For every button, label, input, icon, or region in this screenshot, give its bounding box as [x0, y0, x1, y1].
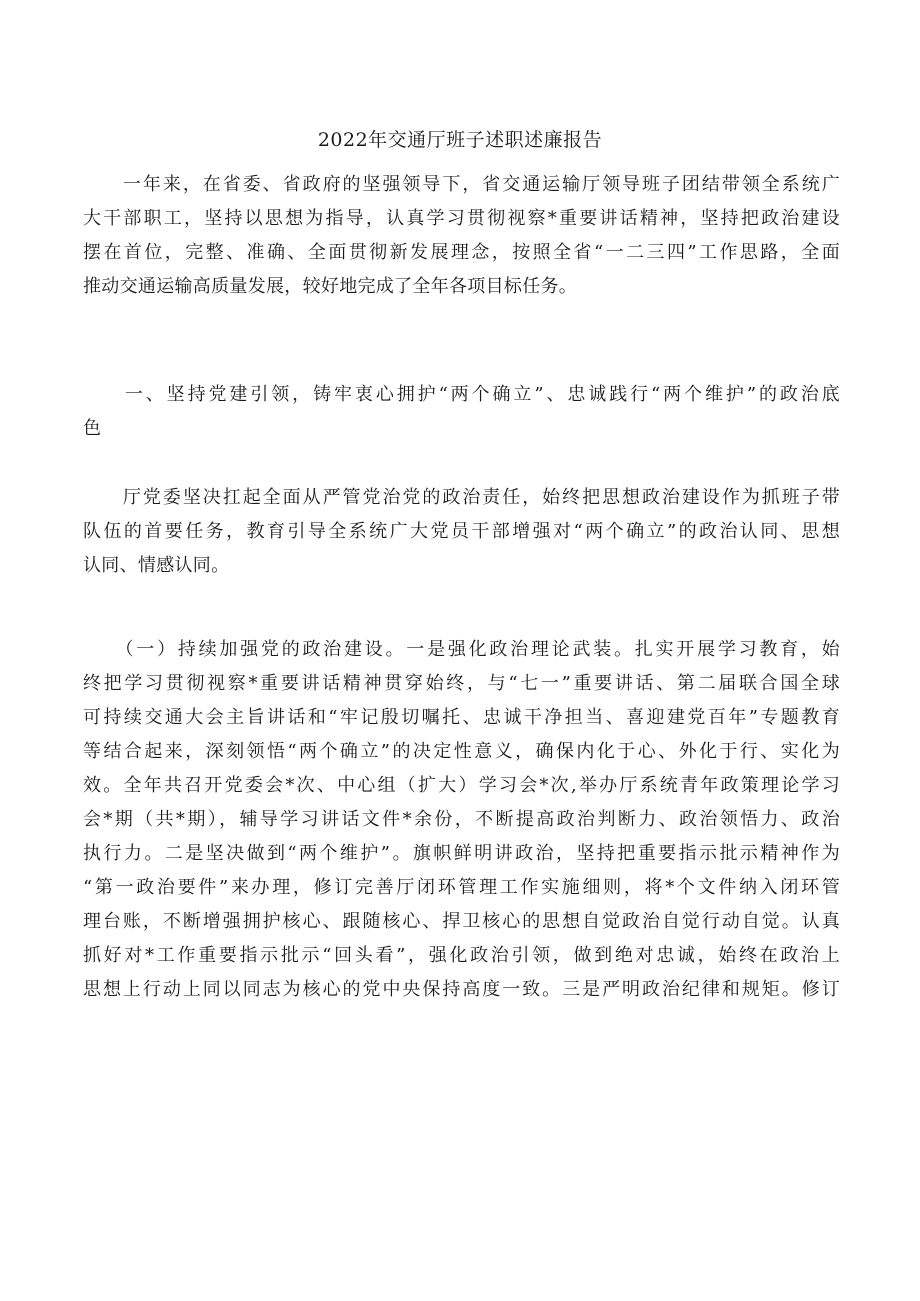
text-line: 可持续交通大会主旨讲话和“牢记殷切嘱托、忠诚干净担当、喜迎建党百年”专题教育 — [83, 707, 840, 728]
section-heading — [83, 378, 840, 446]
text-line: 会*期（共*期），辅导学习讲话文件*余份，不断提高政治判断力、政治领悟力、政治 — [83, 809, 840, 830]
text-line: 厅党委坚决扛起全面从严管党治党的政治责任，始终把思想政治建设作为抓班子带 — [83, 487, 840, 508]
text-line: 抓好对*工作重要指示批示“回头看”，强化政治引领，做到绝对忠诚，始终在政治上 — [83, 945, 840, 966]
text-line: 推动交通运输高质量发展，较好地完成了全年各项目标任务。 — [83, 276, 578, 297]
text-line: 思想上行动上同以同志为核心的党中央保持高度一致。三是严明政治纪律和规矩。修订 — [83, 979, 840, 1000]
text-line: 认同、情感认同。 — [83, 555, 230, 576]
text-line: “第一政治要件”来办理，修订完善厅闭环管理工作实施细则，将*个文件纳入闭环管 — [83, 877, 840, 898]
paragraph-intro — [83, 168, 840, 304]
text-line: 大干部职工，坚持以思想为指导，认真学习贯彻视察*重要讲话精神，坚持把政治建设 — [83, 208, 840, 229]
document-title: 2022年交通厅班子述职述廉报告 — [317, 129, 603, 151]
text-line: 等结合起来，深刻领悟“两个确立”的决定性意义，确保内化于心、外化于行、实化为 — [83, 741, 840, 762]
text-line: 理台账，不断增强拥护核心、跟随核心、捍卫核心的思想自觉政治自觉行动自觉。认真 — [83, 911, 840, 932]
text-line: 终把学习贯彻视察*重要讲话精神贯穿始终，与“七一”重要讲话、第二届联合国全球 — [83, 673, 840, 694]
text-line: 色 — [83, 418, 102, 439]
paragraph-subsection-1 — [83, 633, 840, 1007]
text-line: （一）持续加强党的政治建设。一是强化政治理论武装。扎实开展学习教育，始 — [83, 639, 840, 660]
text-line: 执行力。二是坚决做到“两个维护”。旗帜鲜明讲政治，坚持把重要指示批示精神作为 — [83, 843, 840, 864]
paragraph-section-intro — [83, 481, 840, 583]
text-line: 队伍的首要任务，教育引导全系统广大党员干部增强对“两个确立”的政治认同、思想 — [83, 521, 840, 542]
text-line: 一、坚持党建引领，铸牢衷心拥护“两个确立”、忠诚践行“两个维护”的政治底 — [83, 384, 840, 405]
text-line: 摆在首位，完整、准确、全面贯彻新发展理念，按照全省“一二三四”工作思路，全面 — [83, 242, 840, 263]
text-line: 一年来，在省委、省政府的坚强领导下，省交通运输厅领导班子团结带领全系统广 — [83, 174, 840, 195]
text-line: 效。全年共召开党委会*次、中心组（扩大）学习会*次,举办厅系统青年政策理论学习 — [83, 775, 840, 796]
